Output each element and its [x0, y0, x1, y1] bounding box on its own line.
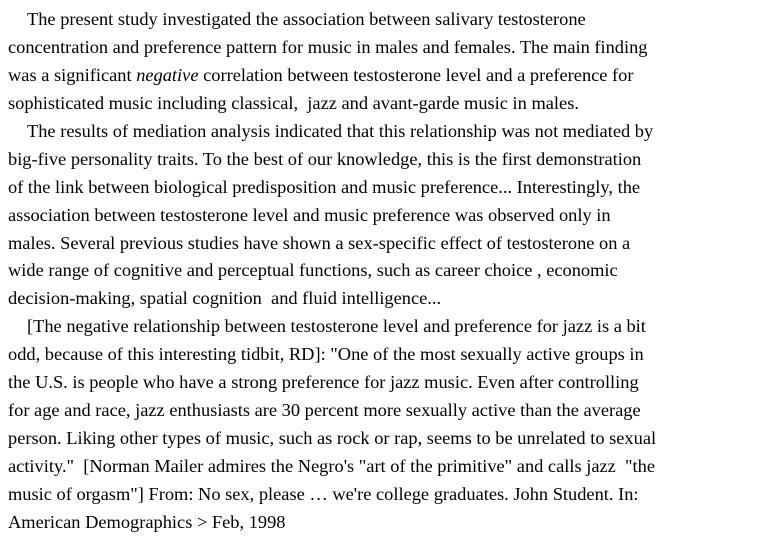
text-line — [8, 62, 760, 90]
document-body — [8, 6, 760, 537]
text-line: for age and race, jazz enthusiasts are 30 percent more sexually active than the average — [8, 400, 641, 421]
text-line: males. Several previous studies have shown a sex-specific effect of testosterone on a — [8, 232, 631, 253]
text-line: odd, because of this interesting tidbit, RD]: "One of the most sexually active groups in — [8, 344, 644, 365]
text-line: wide range of cognitive and perceptual functions, such as career choice , economic — [8, 260, 618, 281]
text-line: The results of mediation analysis indicated that this relationship was not mediated by — [27, 120, 654, 141]
text-line: association between testosterone level and music preference was observed only in — [8, 204, 611, 225]
text-line: music of orgasm"] From: No sex, please … we're college graduates. John Student. In: — [8, 483, 639, 504]
text-line: The present study investigated the association between salivary testosterone — [27, 9, 586, 29]
paragraph-study-findings — [8, 6, 760, 118]
text-line: sophisticated music including classical, jazz and avant-garde music in males. — [8, 92, 579, 113]
text-line: concentration and preference pattern for music in males and females. The main finding — [8, 36, 648, 57]
text-line: big-five personality traits. To the best of our knowledge, this is the first demonstration — [8, 148, 642, 169]
citation-line: American Demographics > Feb, 1998 — [8, 511, 286, 532]
text-line: [The negative relationship between testosterone level and preference for jazz is a bit — [27, 316, 646, 337]
text-line: activity." [Norman Mailer admires the Negro's "art of the primitive" and calls jazz "the — [8, 456, 655, 476]
text-segment: correlation between testosterone level and a preference for — [198, 64, 634, 85]
paragraph-mediation-analysis — [8, 118, 760, 314]
text-line: person. Liking other types of music, such as rock or rap, seems to be unrelated to sexual — [8, 428, 657, 449]
text-line: of the link between biological predisposition and music preference... Interestingly, the — [8, 176, 641, 197]
text-segment: was a significant — [8, 64, 137, 85]
text-line: decision-making, spatial cognition and fluid intelligence... — [8, 288, 442, 309]
emphasized-word: negative — [136, 64, 199, 85]
paragraph-editor-note — [8, 313, 760, 537]
text-line: the U.S. is people who have a strong preference for jazz music. Even after controlling — [8, 372, 639, 393]
